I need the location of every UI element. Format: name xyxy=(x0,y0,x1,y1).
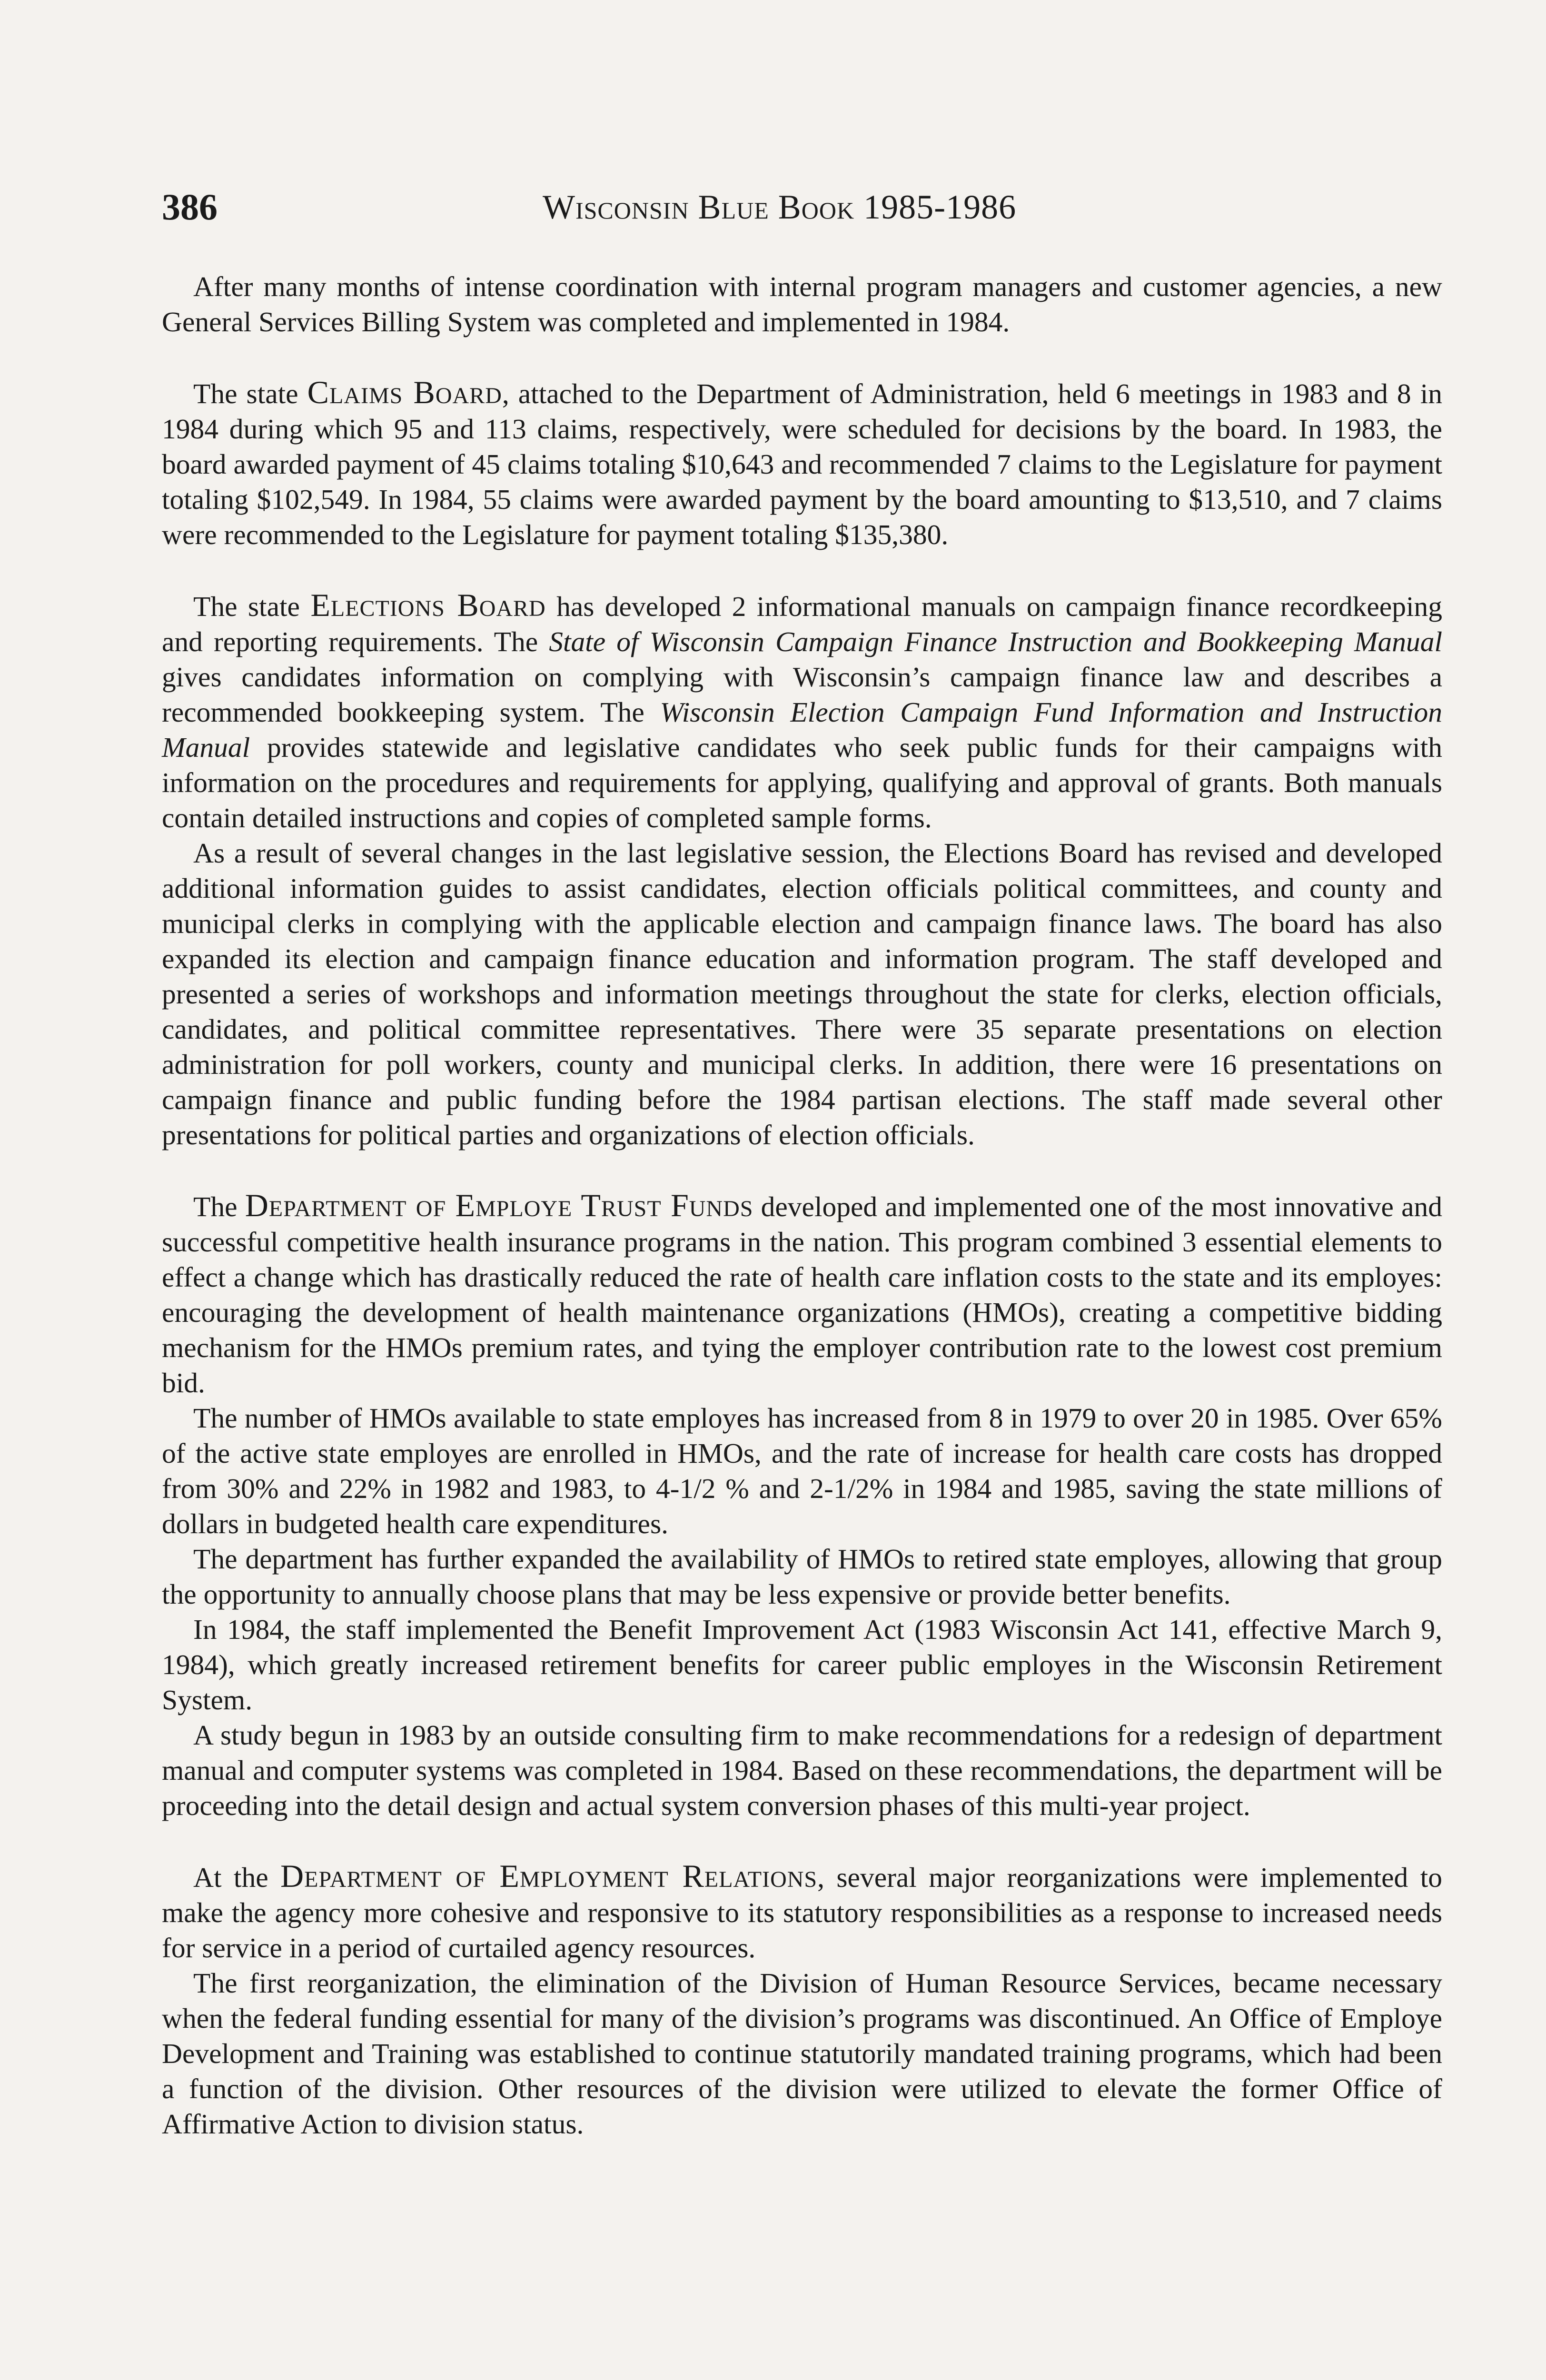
lead-in: The xyxy=(193,1191,245,1222)
paragraph-body: gives candidates information on complying with Wisconsin’s campaign finance law and describes a recommended bookkeeping system. The xyxy=(162,661,1442,728)
paragraph-body: developed and implemented one of the most innovative and successful competitive health insurance programs in the nation. This program combined 3 essential elements to effect a change which has drastically reduced the rate of health care inflation costs to the state and its employes: encouraging the development of health maintenance organizations (HMOs), creating a competitive bidding mechanism for the HMOs premium rates, and tying the employer contribution rate to the lowest cost premium bid. xyxy=(162,1191,1442,1398)
paragraph-body: , several major reorganizations were implemented to make the agency more cohesive and responsive to its statutory responsibilities as a response to increased needs for service in a period of curtailed agency resources. xyxy=(162,1862,1442,1964)
paragraph-employment-relations xyxy=(162,1858,1442,1965)
page-number: 386 xyxy=(162,186,218,228)
paragraph-billing-system: After many months of intense coordination with internal program managers and customer agencies, a new General Services Billing System was completed and implemented in 1984. xyxy=(162,271,1442,337)
paragraph-benefit-improvement-act: In 1984, the staff implemented the Benefit Improvement Act (1983 Wisconsin Act 141, effective March 9, 1984), which greatly increased retirement benefits for career public employes in the Wisconsin Retirement System. xyxy=(162,1614,1442,1716)
paragraph-body: provides statewide and legislative candidates who seek public funds for their campaigns with information on the procedures and requirements for applying, qualifying and approval of grants. Both manuals contain detailed instructions and copies of completed sample forms. xyxy=(162,732,1442,833)
agency-name-elections-board: Elections Board xyxy=(310,587,546,623)
paragraph-employe-trust-funds xyxy=(162,1188,1442,1400)
paragraph-hmo-retirees: The department has further expanded the availability of HMOs to retired state employes, allowing that group the opportunity to annually choose plans that may be less expensive or provide better benefits. xyxy=(162,1543,1442,1610)
lead-in: At the xyxy=(193,1862,281,1893)
agency-name-claims-board: Claims Board xyxy=(307,374,502,410)
lead-in: The state xyxy=(193,378,307,409)
agency-name-employment-relations: Department of Employment Relations xyxy=(280,1858,818,1894)
running-title-text: Wisconsin Blue Book 1985-1986 xyxy=(543,188,1017,226)
body-text xyxy=(162,269,1442,2142)
running-head xyxy=(162,183,1442,236)
paragraph-elections-board xyxy=(162,587,1442,835)
paragraph-claims-board xyxy=(162,375,1442,552)
running-title xyxy=(543,183,1016,231)
publication-title: State of Wisconsin Campaign Finance Instruction and Bookkeeping Manual xyxy=(549,626,1442,657)
paragraph-hmo-numbers: The number of HMOs available to state employes has increased from 8 in 1979 to over 20 in 1985. Over 65% of the active state employes are enrolled in HMOs, and the rate of increase for health care costs has dropped from 30% and 22% in 1982 and 1983, to 4-1/2 % and 2-1/2% in 1984 and 1985, saving the state millions of dollars in budgeted health care expenditures. xyxy=(162,1402,1442,1539)
publication-title: Wisconsin Election Campaign Fund Information and Instruction Manual xyxy=(162,696,1442,763)
lead-in: The state xyxy=(193,591,311,622)
paragraph-body: , attached to the Department of Administration, held 6 meetings in 1983 and 8 in 1984 during which 95 and 113 claims, respectively, were scheduled for decisions by the board. In 1983, the board awarded payment of 45 claims totaling $10,643 and recommended 7 claims to the Legislature for payment totaling $102,549. In 1984, 55 claims were awarded payment by the board amounting to $13,510, and 7 claims were recommended to the Legislature for payment totaling $135,380. xyxy=(162,378,1443,550)
agency-name-employe-trust-funds: Department of Employe Trust Funds xyxy=(245,1187,753,1223)
paragraph-elections-guides: As a result of several changes in the last legislative session, the Elections Board has revised and developed additional information guides to assist candidates, election officials political committees, and county and municipal clerks in complying with the applicable election and campaign finance laws. The board has also expanded its election and campaign finance education and information program. The staff developed and presented a series of workshops and information meetings throughout the state for clerks, election officials, candidates, and political committee representatives. There were 35 separate presentations on election administration for poll workers, county and municipal clerks. In addition, there were 16 presentations on campaign finance and public funding before the 1984 partisan elections. The staff made several other presentations for political parties and organizations of election officials. xyxy=(162,837,1442,1150)
paragraph-consulting-study: A study begun in 1983 by an outside consulting firm to make recommendations for a redesign of department manual and computer systems was completed in 1984. Based on these recommendations, the department will be proceeding into the detail design and actual system conversion phases of this multi-year project. xyxy=(162,1719,1442,1821)
paragraph-body: has developed 2 informational manuals on campaign finance recordkeeping and reporting requirements. The xyxy=(162,591,1442,657)
paragraph-first-reorganization: The first reorganization, the elimination of the Division of Human Resource Services, became necessary when the federal funding essential for many of the division’s programs was discontinued. An Office of Employe Development and Training was established to continue statutorily mandated training programs, which had been a function of the division. Other resources of the division were utilized to elevate the former Office of Affirmative Action to division status. xyxy=(162,1967,1442,2140)
